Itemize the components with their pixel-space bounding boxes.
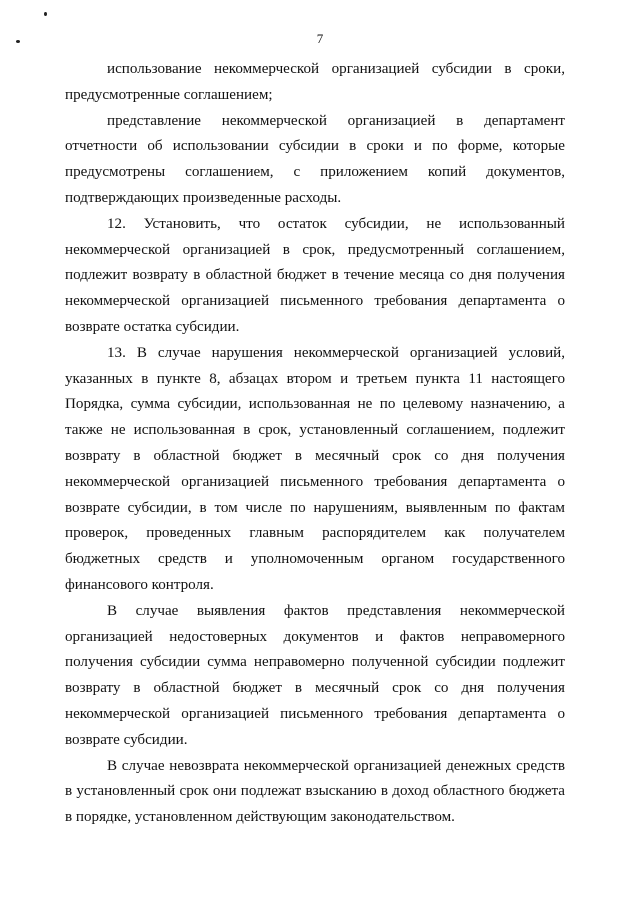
document-body (65, 57, 565, 831)
paragraph: 12. Установить, что остаток субсидии, не использованный некоммерческой организацией в срок, предусмотренный соглашением, подлежит возврату в областной бюджет в течение месяца со дня получения некоммерческой организацией письменного требования департамента о возврате остатка субсидии. (65, 215, 565, 335)
page-number: 7 (316, 31, 324, 46)
paragraph: В случае невозврата некоммерческой организацией денежных средств в установленный срок они подлежат взысканию в доход областного бюджета в порядке, установленном действующим законодательством. (65, 757, 565, 826)
paragraph: использование некоммерческой организацией субсидии в сроки, предусмотренные соглашением; (65, 61, 565, 103)
paragraph: 13. В случае нарушения некоммерческой организацией условий, указанных в пункте 8, абзацах втором и третьем пункта 11 настоящего Порядка, сумма субсидии, использованная не по целевому назначению, а также не использованная в срок, установленный соглашением, подлежит возврату в областной бюджет в месячный срок со дня получения некоммерческой организацией письменного требования департамента о возврате субсидии, в том числе по нарушениям, выявленным по фактам проверок, проведенных главным распорядителем как получателем бюджетных средств и уполномоченным органом государственного финансового контроля. (65, 344, 565, 593)
scan-speck (44, 12, 47, 16)
paragraph: представление некоммерческой организацией в департамент отчетности об использовании субсидии в сроки и по форме, которые предусмотрены соглашением, с приложением копий документов, подтверждающих произведенные расходы. (65, 112, 565, 206)
paragraph: В случае выявления фактов представления некоммерческой организацией недостоверных документов и фактов неправомерного получения субсидии сумма неправомерно полученной субсидии подлежит возврату в областной бюджет в месячный срок со дня получения некоммерческой организацией письменного требования департамента о возврате субсидии. (65, 602, 565, 748)
